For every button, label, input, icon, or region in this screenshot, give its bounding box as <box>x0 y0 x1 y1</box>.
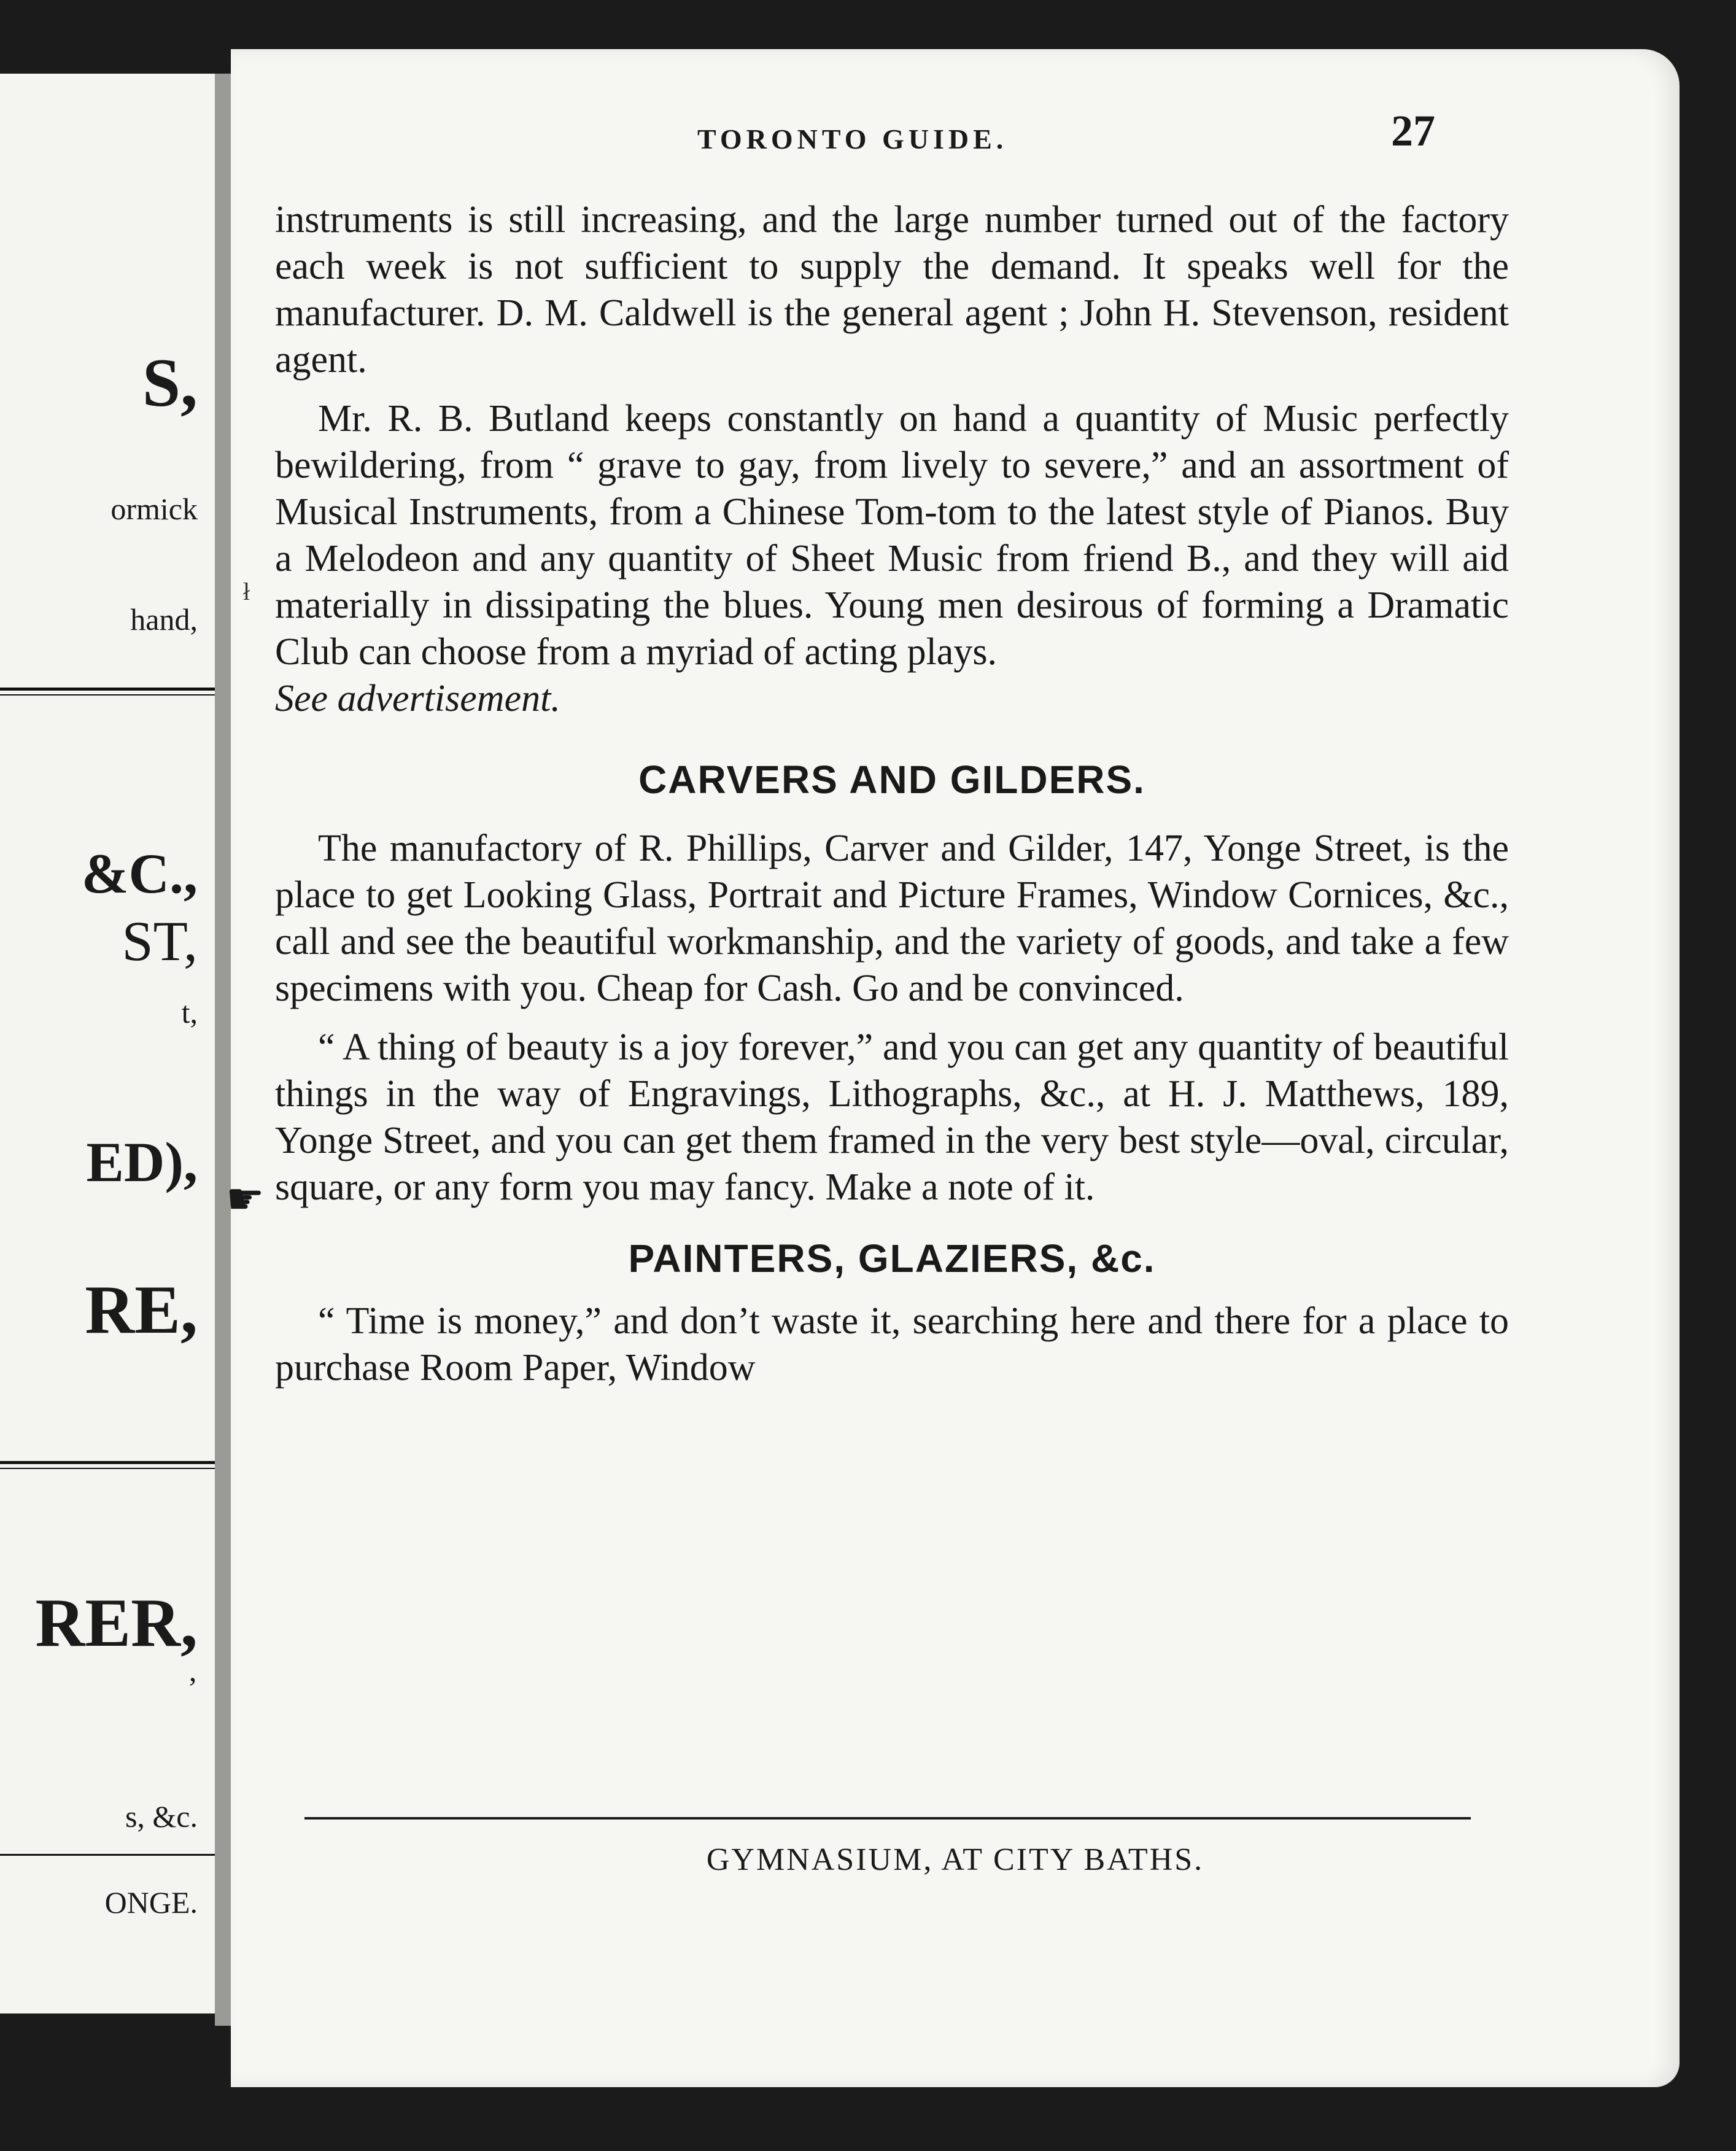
book-gutter <box>215 74 231 2026</box>
paragraph-2-text: Mr. R. B. Butland keeps constantly on hand a quantity of Music perfectly bewildering, from “ grave to gay, from lively to severe,” and an assortment of Musical Instruments, from a Chinese Tom-tom to the latest style of Pianos. Buy a Melodeon and any quantity of Sheet Music from friend B., and they will aid materially in dissipating the blues. Young men desirous of forming a Dramatic Club can choose from a myriad of acting plays. <box>275 398 1509 673</box>
margin-mark-icon: ł <box>243 578 250 605</box>
left-divider-3 <box>0 1854 215 1856</box>
page-body <box>275 196 1509 1403</box>
page-number: 27 <box>1391 106 1435 155</box>
left-divider-1 <box>0 688 215 696</box>
left-fragment-6: t, <box>181 995 198 1029</box>
paragraph-5: “ Time is money,” and don’t waste it, searching here and there for a place to purchase Room Paper, Window <box>275 1300 1509 1389</box>
left-fragment-8: RE, <box>85 1272 198 1348</box>
left-fragment-3: hand, <box>130 602 198 637</box>
left-fragment-11: s, &c. <box>125 1799 198 1834</box>
running-head-title: TORONTO GUIDE. <box>697 123 1008 155</box>
section-heading-carvers: CARVERS AND GILDERS. <box>638 758 1145 802</box>
left-fragment-1: S, <box>142 345 198 421</box>
footer-rule <box>304 1817 1471 1820</box>
left-fragment-12: ONGE. <box>104 1885 198 1920</box>
left-divider-2 <box>0 1461 215 1469</box>
paragraph-4: “ A thing of beauty is a joy forever,” and you can get any quantity of beautiful things in the way of Engravings, Lithographs, &c., at H. J. Matthews, 189, Yonge Street, and you can get them framed in the very best style—oval, circular, square, or any form you may fancy. Make a note of it. <box>275 1026 1509 1208</box>
left-fragment-2: ormick <box>110 492 198 526</box>
left-fragment-5: ST, <box>122 910 198 972</box>
pointing-hand-icon: ☛ <box>226 1176 265 1223</box>
left-fragment-7: ED), <box>86 1131 198 1193</box>
footer-advert: GYMNASIUM, AT CITY BATHS. <box>706 1842 1204 1877</box>
paragraph-2 <box>275 395 1509 722</box>
book-page <box>226 49 1680 2087</box>
see-advertisement: See advertisement. <box>275 678 560 719</box>
left-fragment-4: &C., <box>81 842 198 905</box>
left-page-fragment <box>0 74 217 2013</box>
left-fragment-10: ’ <box>187 1670 198 1705</box>
paragraph-3: The manufactory of R. Phillips, Carver and Gilder, 147, Yonge Street, is the place to get Looking Glass, Portrait and Picture Frames, Window Cornices, &c., call and see the beautiful workmanship, and the variety of goods, and take a few specimens with you. Cheap for Cash. Go and be convinced. <box>275 827 1509 1009</box>
paragraph-1: instruments is still increasing, and the large number turned out of the factory each week is not sufficient to supply the demand. It speaks well for the manufacturer. D. M. Caldwell is the general agent ; John H. Stevenson, resident agent. <box>275 199 1509 381</box>
left-fragment-9: RER, <box>35 1585 198 1661</box>
section-heading-painters: PAINTERS, GLAZIERS, &c. <box>628 1236 1156 1281</box>
